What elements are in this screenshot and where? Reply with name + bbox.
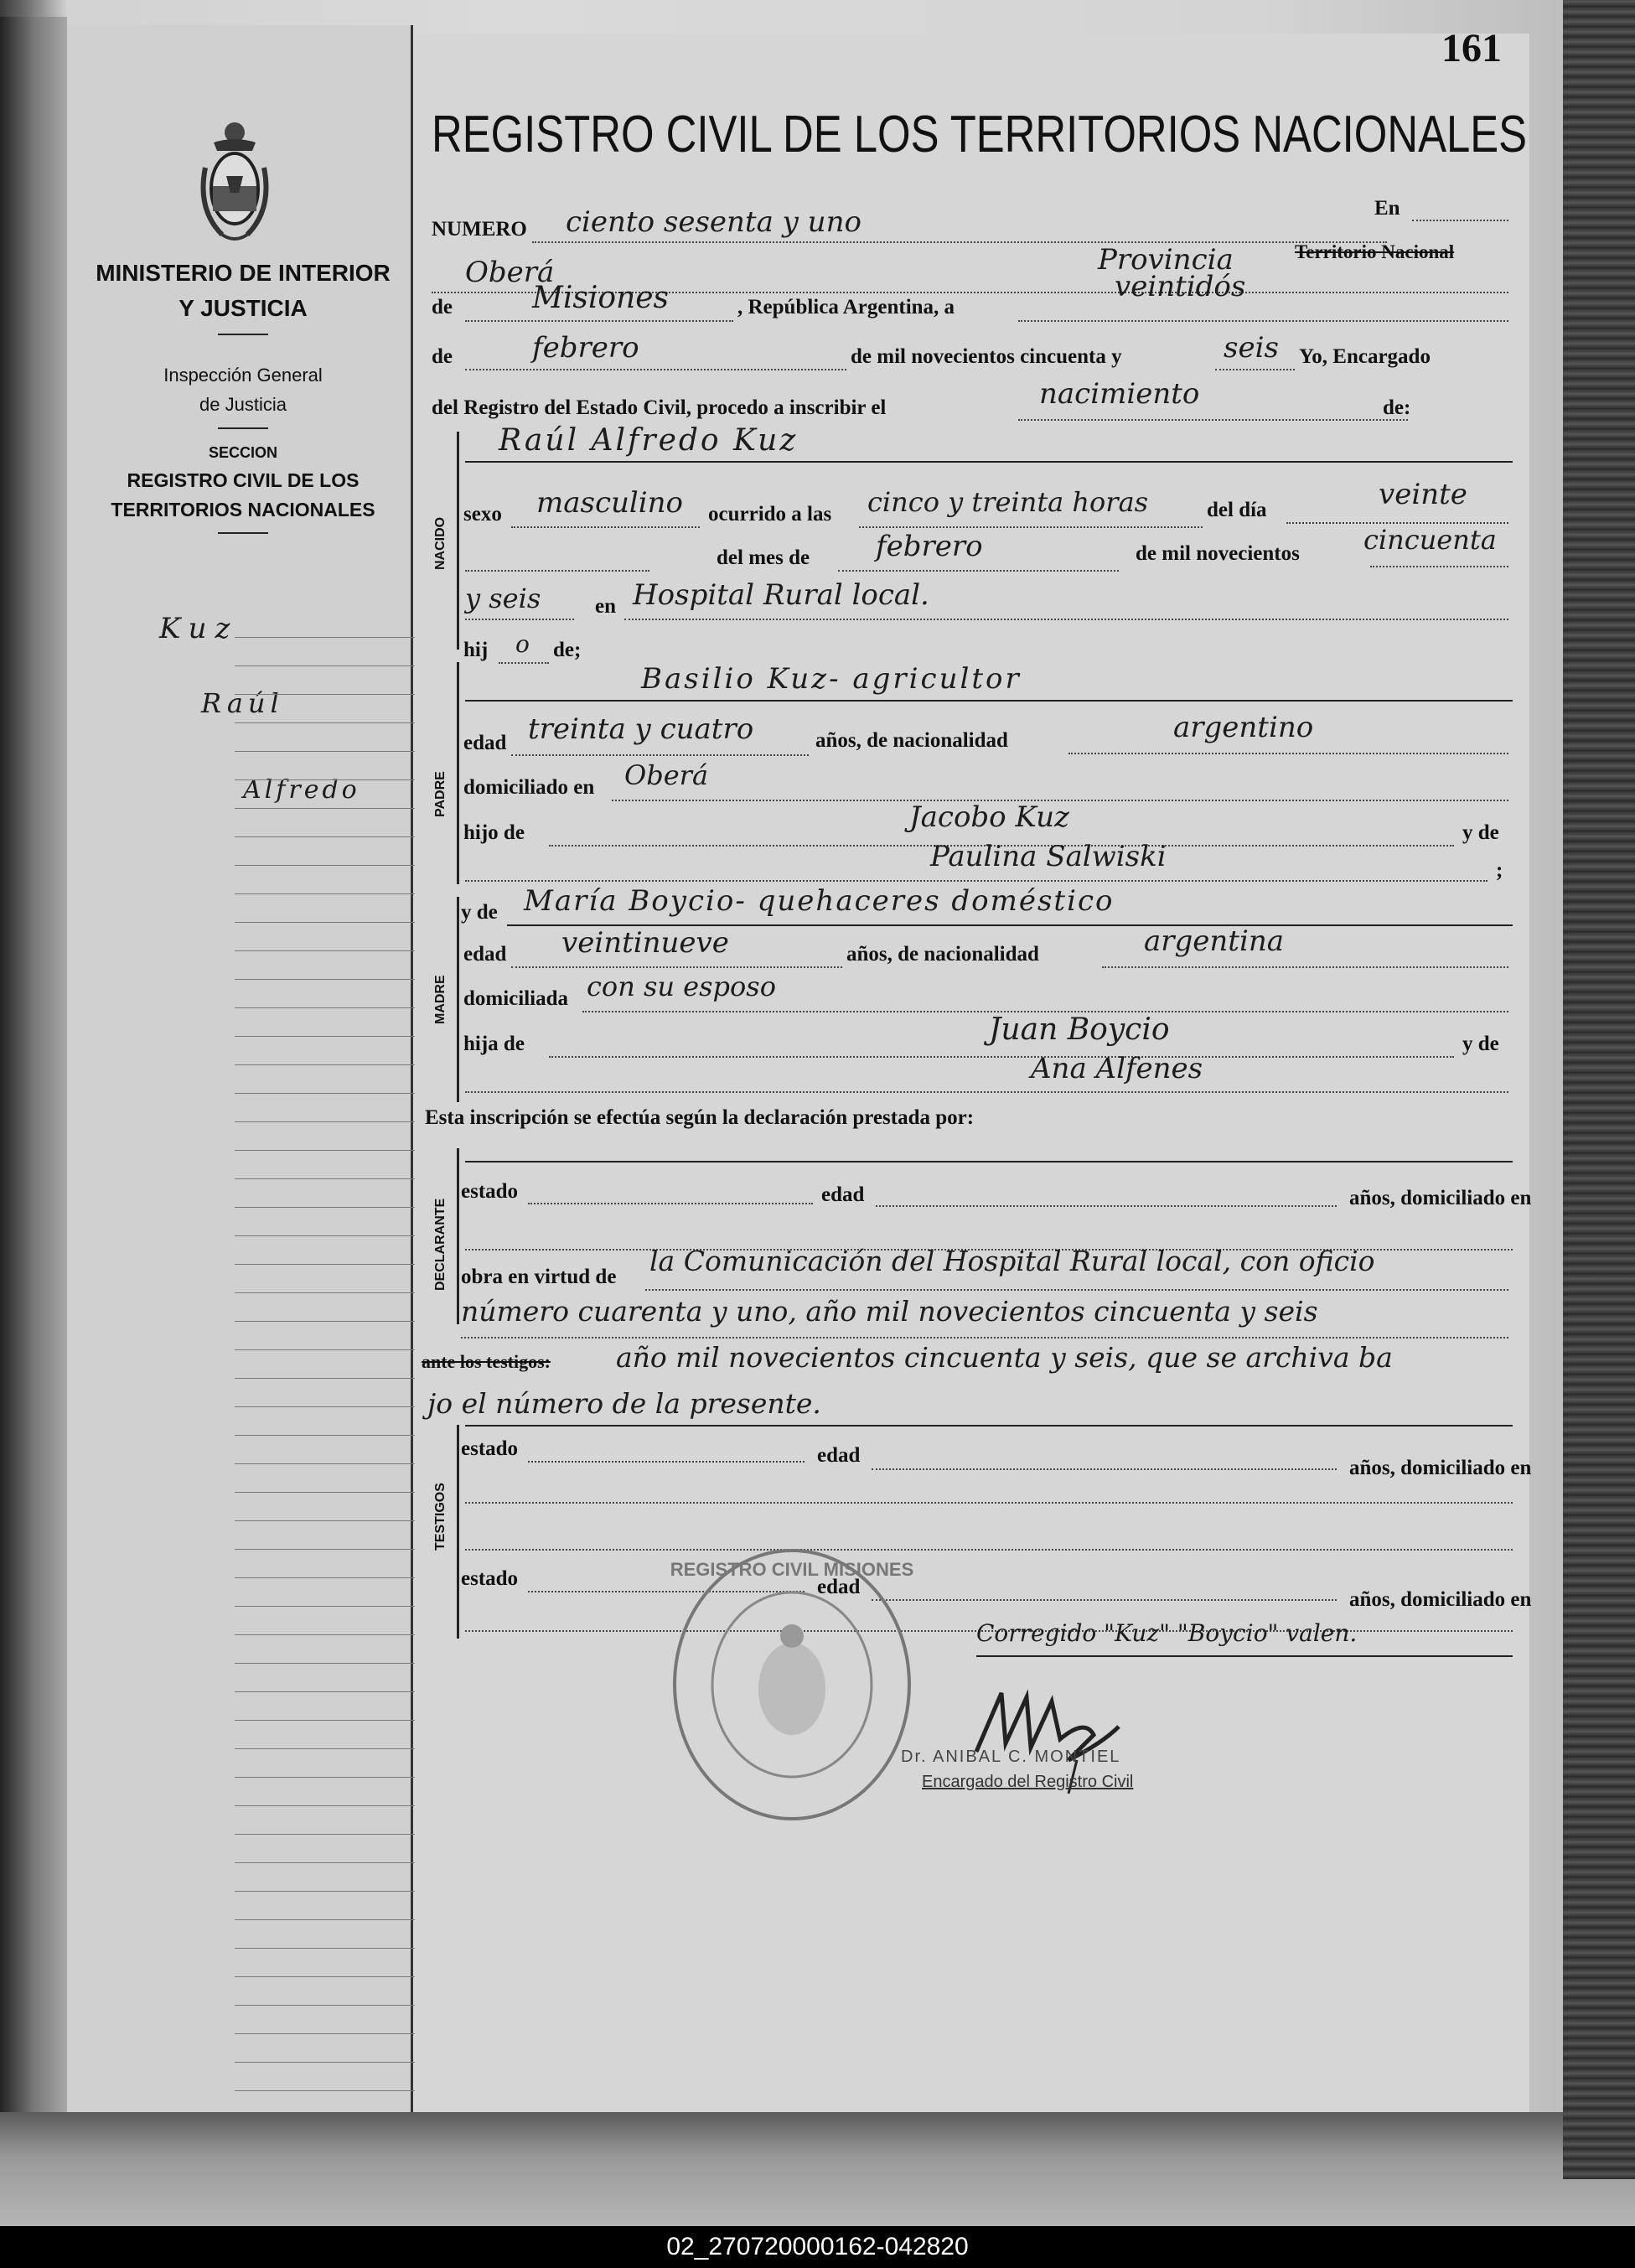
madre-dom-label: domiciliada xyxy=(463,987,569,1010)
divider xyxy=(218,427,268,429)
madre-yde-label: y de xyxy=(461,901,498,924)
nacido-name: Raúl Alfredo Kuz xyxy=(499,423,799,458)
book-binding-left xyxy=(0,17,67,2146)
correction-note: Corregido "Kuz" "Boycio" valen. xyxy=(976,1619,1358,1647)
ministry-line2: Y JUSTICIA xyxy=(179,295,308,321)
testigo1-anios-label: años, domiciliado en xyxy=(1349,1457,1532,1479)
divider xyxy=(218,334,268,335)
padre-yde-label: y de xyxy=(1462,821,1499,844)
en-label: En xyxy=(1374,197,1400,220)
padre-semicolon: ; xyxy=(1496,859,1503,882)
de-colon: de: xyxy=(1383,396,1411,419)
testigos-section-label: TESTIGOS xyxy=(433,1483,448,1551)
registro-label: del Registro del Estado Civil, procedo a inscribir el xyxy=(432,396,887,419)
year-value: seis xyxy=(1224,331,1279,365)
ministry-line1: MINISTERIO DE INTERIOR xyxy=(96,260,391,286)
nacido-section-label: NACIDO xyxy=(433,516,448,570)
sexo-value: masculino xyxy=(536,486,684,520)
obra-value3: año mil novecientos cincuenta y seis, que se archiva ba xyxy=(616,1341,1393,1374)
madre-anios-label: años, de nacionalidad xyxy=(846,943,1039,966)
sidebar-given2: Alfredo xyxy=(243,775,360,805)
place-value: Oberá xyxy=(465,256,555,289)
padre-edad-value: treinta y cuatro xyxy=(528,712,754,746)
mes-label: del mes de xyxy=(717,546,810,569)
madre-edad-label: edad xyxy=(463,943,507,966)
officer-title: Encargado del Registro Civil xyxy=(922,1773,1134,1791)
sidebar-given1: Raúl xyxy=(201,687,284,719)
numero-label: NUMERO xyxy=(432,218,527,241)
madre-father-value: Juan Boycio xyxy=(989,1012,1170,1047)
testigo2-anios-label: años, domiciliado en xyxy=(1349,1588,1532,1611)
hij-label: hij xyxy=(463,639,489,661)
madre-name: María Boycio- quehaceres doméstico xyxy=(524,884,1115,918)
testigos-struck-label: ante los testigos: xyxy=(422,1351,551,1372)
padre-nac-value: argentino xyxy=(1173,711,1314,744)
sidebar-surname: Kuz xyxy=(159,612,239,645)
dia-label: del día xyxy=(1207,499,1267,521)
year-label: de mil novecientos cincuenta y xyxy=(851,345,1122,368)
madre-mother-value: Ana Alfenes xyxy=(1031,1052,1203,1085)
territorio-label: Territorio Nacional xyxy=(1295,241,1455,262)
padre-anios-label: años, de nacionalidad xyxy=(815,729,1008,752)
obra-value2: número cuarenta y uno, año mil novecientos cincuenta y seis xyxy=(461,1295,1318,1328)
padre-section-label: PADRE xyxy=(433,771,448,817)
coat-of-arms-icon xyxy=(197,117,272,260)
inspection-line1: Inspección General xyxy=(163,365,323,386)
act-value: nacimiento xyxy=(1039,377,1200,411)
padre-name: Basilio Kuz- agricultor xyxy=(641,662,1022,696)
ocurrido-label: ocurrido a las xyxy=(708,503,832,526)
madre-hija-label: hija de xyxy=(463,1033,525,1055)
scan-bottom-edge xyxy=(0,2112,1635,2226)
madre-yde-label2: y de xyxy=(1462,1033,1499,1055)
obra-value1: la Comunicación del Hospital Rural local, con oficio xyxy=(649,1245,1375,1277)
de-label: de xyxy=(432,296,453,318)
obra-label: obra en virtud de xyxy=(461,1266,617,1288)
inspection-line2: de Justicia xyxy=(199,394,287,415)
hij-value: o xyxy=(515,630,530,658)
madre-nac-value: argentina xyxy=(1144,924,1285,958)
stamp-text: REGISTRO CIVIL MISIONES xyxy=(670,1559,914,1580)
section-line2: REGISTRO CIVIL DE LOS xyxy=(127,469,360,491)
padre-dom-value: Oberá xyxy=(624,759,709,791)
lugar-value: Hospital Rural local. xyxy=(633,578,929,612)
book-binding-right xyxy=(1563,0,1635,2179)
page-title: REGISTRO CIVIL DE LOS TERRITORIOS NACIONALES xyxy=(432,106,1528,163)
month-value: febrero xyxy=(532,331,639,365)
testigo2-edad-label: edad xyxy=(817,1576,861,1598)
de-label2: de xyxy=(432,345,453,368)
section-line1: SECCION xyxy=(208,444,277,461)
declarante-section-label: DECLARANTE xyxy=(433,1198,448,1291)
register-form xyxy=(415,26,1532,2137)
padre-dom-label: domiciliado en xyxy=(463,776,595,799)
sidebar-panel xyxy=(67,25,413,2137)
hora-value: cinco y treinta horas xyxy=(867,486,1149,518)
padre-edad-label: edad xyxy=(463,732,507,754)
sexo-label: sexo xyxy=(463,503,502,526)
republica-label: , República Argentina, a xyxy=(737,296,955,318)
padre-hijo-label: hijo de xyxy=(463,821,525,844)
padre-father-value: Jacobo Kuz xyxy=(909,800,1069,834)
madre-dom-value: con su esposo xyxy=(587,971,776,1002)
en-label-nacido: en xyxy=(595,595,616,618)
testigo1-edad-label: edad xyxy=(817,1444,861,1467)
anio-value2: y seis xyxy=(465,583,541,614)
officer-name: Dr. ANIBAL C. MONTIEL xyxy=(901,1748,1121,1766)
dia-value: veinte xyxy=(1379,478,1467,511)
numero-value: ciento sesenta y uno xyxy=(566,205,861,239)
page-number: 161 xyxy=(1441,26,1502,70)
declaracion-intro: Esta inscripción se efectúa según la declaración prestada por: xyxy=(425,1106,975,1129)
declarante-estado-label: estado xyxy=(461,1180,519,1203)
madre-section-label: MADRE xyxy=(433,975,448,1024)
official-stamp-icon xyxy=(666,1542,918,1827)
divider xyxy=(218,532,268,534)
testigo2-estado-label: estado xyxy=(461,1567,519,1590)
mes-value: febrero xyxy=(876,530,983,563)
padre-mother-value: Paulina Salwiski xyxy=(930,840,1167,873)
section-line3: TERRITORIOS NACIONALES xyxy=(111,499,375,520)
scan-filename-caption: 02_270720000162-042820 xyxy=(0,2226,1635,2268)
declarante-anios-label: años, domiciliado en xyxy=(1349,1187,1532,1209)
day-value: veintidós xyxy=(1115,270,1246,303)
madre-edad-value: veintinueve xyxy=(561,926,729,960)
anio-value1: cincuenta xyxy=(1363,524,1497,556)
hij-de-label: de; xyxy=(553,639,582,661)
declarante-edad-label: edad xyxy=(821,1183,865,1206)
testigo1-estado-label: estado xyxy=(461,1437,519,1460)
yo-label: Yo, Encargado xyxy=(1299,345,1431,368)
obra-value4: jo el número de la presente. xyxy=(427,1387,821,1420)
mil-label: de mil novecientos xyxy=(1136,542,1300,565)
provincia-value: Provincia xyxy=(1098,243,1234,277)
province-value: Misiones xyxy=(532,281,670,315)
